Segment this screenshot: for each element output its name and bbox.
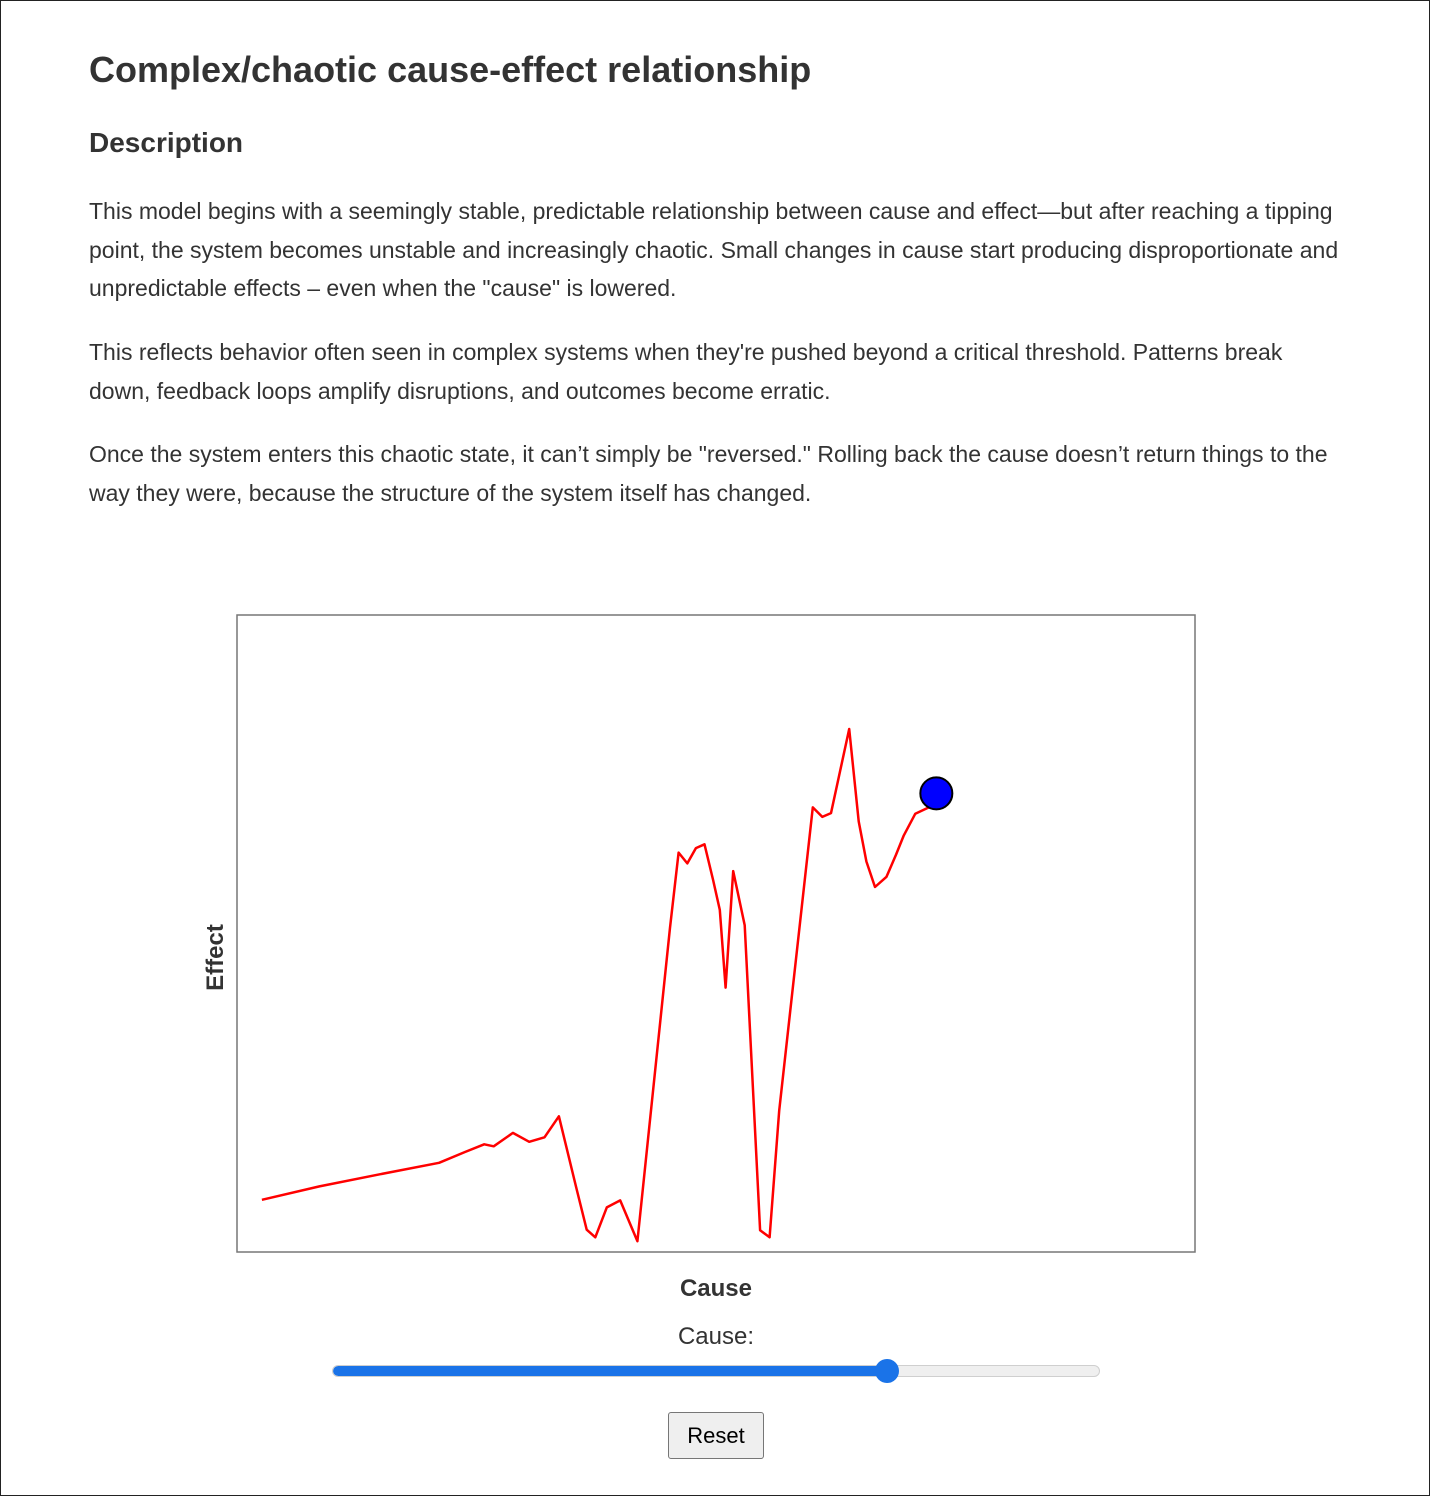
description-heading: Description xyxy=(89,127,244,158)
description-paragraph-1: This model begins with a seemingly stable, predictable relationship between cause and effect—but after reaching a tipping point, the system becomes unstable and increasingly chaotic. Small changes in cause start producing disproportionate and unpredictable effects – even when the "cause" is lowered. xyxy=(89,198,1339,301)
x-axis-label: Cause xyxy=(679,1275,753,1302)
description-paragraph-3: Once the system enters this chaotic state, it can’t simply be "reversed." Rolling back the cause doesn’t return things to the way they were, because the structure of the system itself has changed. xyxy=(89,441,1328,506)
cause-slider-fill xyxy=(333,1366,888,1376)
plot-area xyxy=(237,615,1195,1252)
cause-effect-chart xyxy=(1,1,1430,1496)
chart-container xyxy=(1,1,1430,1496)
cause-slider-thumb[interactable] xyxy=(875,1359,899,1383)
current-state-marker[interactable] xyxy=(920,777,952,809)
reset-button[interactable]: Reset xyxy=(668,1412,764,1459)
cause-slider-track[interactable] xyxy=(332,1365,1100,1377)
page-title: Complex/chaotic cause-effect relationship xyxy=(89,49,812,90)
description-paragraph-2: This reflects behavior often seen in complex systems when they're pushed beyond a critical threshold. Patterns break down, feedback loops amplify disruptions, and outcomes become erratic. xyxy=(89,339,1283,404)
cause-slider-label: Cause: xyxy=(677,1323,755,1350)
cause-slider[interactable] xyxy=(332,1361,1100,1381)
y-axis-label: Effect xyxy=(202,924,229,991)
